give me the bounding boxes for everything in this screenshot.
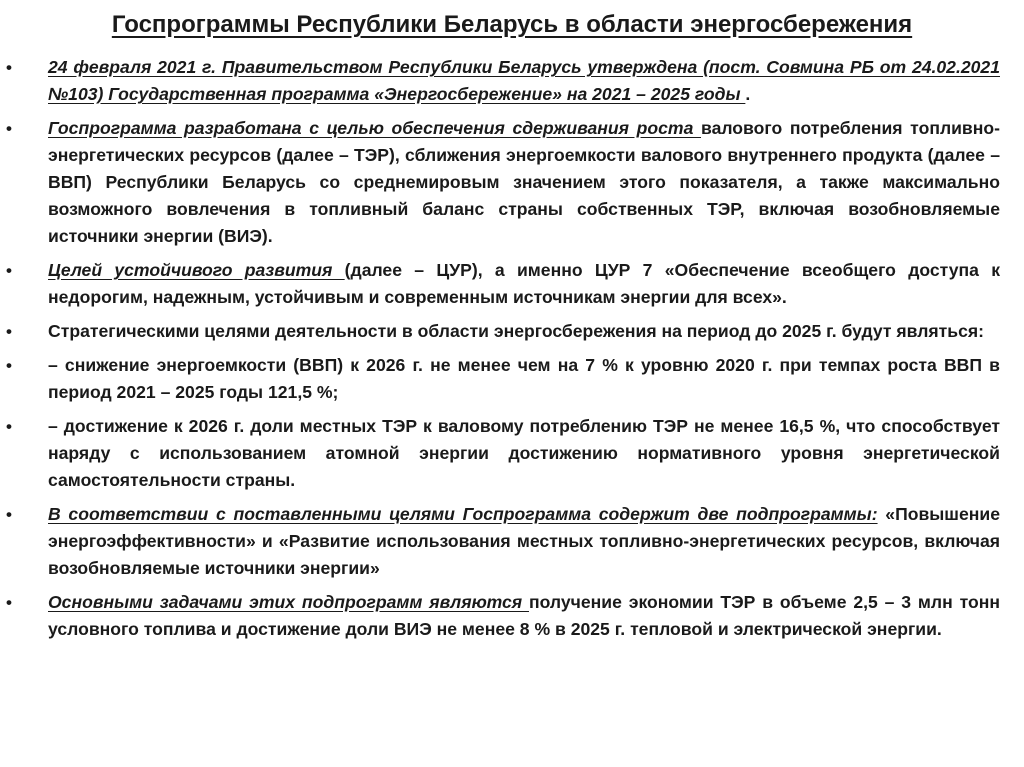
list-item: [0, 257, 1024, 311]
list-item: [0, 54, 1024, 108]
list-item: [0, 318, 1024, 345]
bullet-text: (далее – ЦУР), а именно ЦУР 7 «Обеспечение всеобщего доступа к недорогим, надежным, устойчивым и современным источникам энергии для всех».: [48, 260, 1001, 307]
bullet-emphasis: 24 февраля 2021 г. Правительством Республики Беларусь утверждена (пост. Совмина РБ от 24.02.2021 №103) Государственная программа «Энергосбережение» на 2021 – 2025 годы: [48, 57, 1000, 104]
bullet-text: валового потребления топливно-энергетических ресурсов (далее – ТЭР), сближения энергоемкости валового внутреннего продукта (далее – ВВП) Республики Беларусь со среднемировым значением этого показателя, а также максимально возможного вовлечения в топливный баланс страны собственных ТЭР, включая возобновляемые источники энергии (ВИЭ).: [48, 118, 1000, 246]
bullet-icon: •: [6, 261, 12, 280]
bullet-text: .: [745, 84, 751, 104]
bullet-icon: •: [6, 356, 12, 375]
bullet-icon: •: [6, 593, 12, 612]
bullet-list: [0, 54, 1024, 650]
bullet-emphasis: Целей устойчивого развития: [48, 260, 345, 280]
bullet-icon: •: [6, 58, 12, 77]
list-item: [0, 413, 1024, 494]
bullet-emphasis: Основными задачами этих подпрограмм являются: [48, 592, 529, 612]
bullet-text: «Повышение энергоэффективности» и «Развитие использования местных топливно-энергетических ресурсов, включая возобновляемые источники энергии»: [48, 504, 1000, 578]
bullet-icon: •: [6, 322, 12, 341]
page-title: [0, 9, 1024, 41]
bullet-emphasis: В соответствии с поставленными целями Госпрограмма содержит две подпрограммы:: [48, 504, 878, 524]
bullet-text: – достижение к 2026 г. доли местных ТЭР к валовому потреблению ТЭР не менее 16,5 %, что способствует наряду с использованием атомной энергии достижению нормативного уровня энергетической самостоятельности страны.: [48, 416, 1000, 490]
bullet-text: – снижение энергоемкости (ВВП) к 2026 г. не менее чем на 7 % к уровню 2020 г. при темпах роста ВВП в период 2021 – 2025 годы 121,5 %;: [48, 355, 1000, 402]
list-item: [0, 589, 1024, 643]
page-title-text: Госпрограммы Республики Беларусь в области энергосбережения: [111, 11, 913, 38]
bullet-icon: •: [6, 417, 12, 436]
bullet-emphasis: Госпрограмма разработана с целью обеспечения сдерживания роста: [48, 118, 701, 138]
bullet-text: Стратегическими целями деятельности в области энергосбережения на период до 2025 г. будут являться:: [48, 321, 984, 341]
list-item: [0, 115, 1024, 250]
bullet-icon: •: [6, 505, 12, 524]
bullet-text: получение экономии ТЭР в объеме 2,5 – 3 млн тонн условного топлива и достижение доли ВИЭ не менее 8 % в 2025 г. тепловой и электрической энергии.: [48, 592, 1000, 639]
list-item: [0, 501, 1024, 582]
list-item: [0, 352, 1024, 406]
bullet-icon: •: [6, 119, 12, 138]
